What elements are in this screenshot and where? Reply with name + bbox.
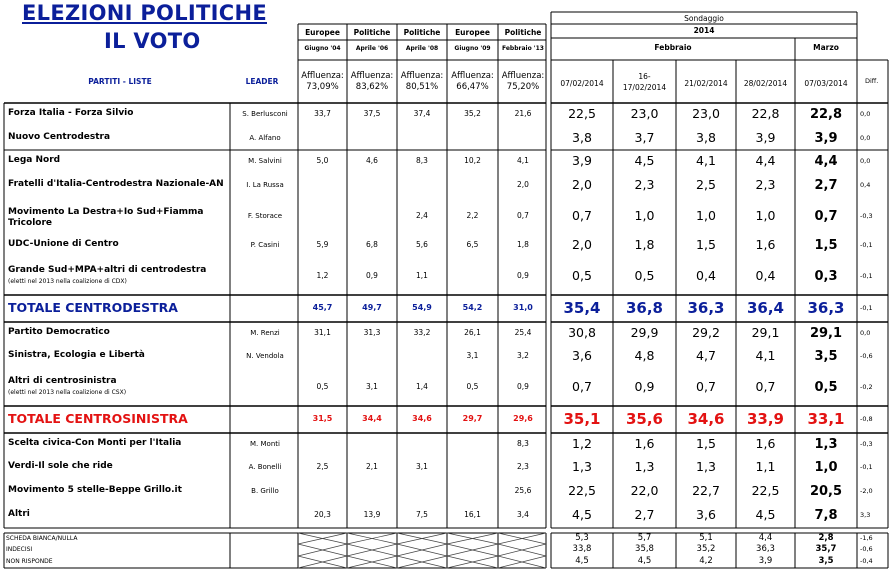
poll-value: 36,3	[807, 298, 845, 317]
poll-value: 0,7	[814, 208, 838, 224]
historic-value: 5,9	[316, 240, 329, 249]
poll-diff: -0,1	[860, 271, 873, 280]
party-name: Partito Democratico	[8, 326, 110, 337]
poll-value: 34,6	[687, 409, 725, 428]
historic-value: 0,9	[517, 381, 529, 391]
election-name: Politiche	[403, 28, 441, 37]
poll-value: 4,8	[634, 348, 655, 363]
poll-value: 3,9	[572, 152, 592, 168]
poll-value: 1,8	[634, 237, 655, 252]
poll-value: 2,7	[814, 178, 838, 193]
bottom-poll-value: 3,9	[758, 556, 773, 566]
poll-value: 36,8	[625, 298, 663, 317]
party-name: Lega Nord	[8, 154, 61, 165]
historic-value: 10,2	[464, 155, 481, 165]
poll-value: 1,5	[696, 237, 716, 252]
poll-value: 29,2	[692, 324, 720, 340]
party-leader: P. Casini	[250, 241, 280, 249]
historic-value: 31,3	[363, 327, 381, 337]
poll-value: 23,0	[630, 106, 659, 121]
poll-date: 28/02/2014	[743, 79, 788, 88]
poll-value: 0,7	[696, 378, 716, 394]
party-leader: M. Salvini	[248, 156, 282, 165]
party-leader: N. Vendola	[246, 352, 284, 360]
bottom-poll-value: 4,5	[637, 556, 652, 566]
poll-diff: -0,1	[860, 303, 873, 312]
party-name: Scelta civica-Con Monti per l'Italia	[8, 437, 182, 448]
historic-value: 2,3	[517, 462, 529, 471]
historic-value: 37,4	[413, 109, 431, 118]
party-name: Sinistra, Ecologia e Libertà	[8, 350, 145, 360]
bottom-poll-value: 5,3	[575, 533, 589, 543]
poll-value: 35,1	[563, 409, 601, 428]
bottom-poll-value: 4,5	[575, 556, 589, 566]
page-subtitle: IL VOTO	[104, 29, 201, 53]
party-leader: F. Storace	[247, 211, 283, 220]
poll-value: 0,5	[572, 267, 592, 283]
poll-date: 07/03/2014	[804, 79, 848, 88]
poll-value: 0,7	[755, 378, 776, 394]
poll-value: 1,3	[634, 459, 655, 474]
poll-value: 3,9	[755, 129, 776, 145]
poll-value: 22,5	[568, 482, 596, 498]
historic-value: 6,5	[466, 240, 479, 249]
election-name: Europee	[455, 28, 490, 37]
poll-value: 2,0	[572, 177, 592, 192]
party-leader: I. La Russa	[246, 181, 284, 189]
historic-value: 5,0	[316, 155, 329, 165]
poll-value: 22,8	[809, 107, 843, 122]
poll-diff: 0,0	[860, 133, 871, 142]
poll-value: 22,5	[568, 106, 596, 121]
poll-date: 21/02/2014	[684, 79, 728, 88]
poll-date: 07/02/2014	[560, 79, 604, 88]
poll-value: 1,5	[814, 238, 838, 253]
poll-value: 30,8	[568, 324, 596, 340]
historic-value: 33,7	[314, 109, 331, 118]
poll-value: 1,0	[696, 207, 716, 223]
poll-value: 0,4	[755, 267, 776, 283]
turnout-label: Affluenza:	[400, 71, 444, 81]
poll-value: 1,5	[696, 435, 716, 451]
bottom-poll-value: 33,8	[572, 544, 592, 554]
poll-value: 29,9	[630, 324, 659, 340]
poll-value: 1,6	[634, 435, 655, 451]
poll-value: 3,9	[814, 130, 838, 146]
party-name: Altri di centrosinistra	[8, 375, 117, 386]
col-header-parties: PARTITI - LISTE	[88, 77, 152, 86]
historic-value: 13,9	[363, 509, 381, 519]
historic-value: 25,4	[514, 327, 532, 337]
election-date: Febbraio '13	[502, 45, 544, 52]
poll-value: 3,6	[696, 506, 716, 522]
poll-value: 33,1	[807, 409, 845, 428]
historic-value: 0,9	[517, 270, 529, 280]
historic-value: 31,0	[513, 302, 533, 312]
turnout-value: 75,20%	[506, 82, 540, 92]
poll-value: 2,3	[755, 177, 776, 192]
poll-value: 0,5	[814, 379, 838, 395]
party-name: Grande Sud+MPA+altri di centrodestra	[8, 264, 207, 275]
historic-value: 3,4	[517, 509, 529, 519]
poll-diff: -0,6	[860, 352, 873, 360]
historic-value: 1,8	[517, 240, 529, 249]
bottom-diff: -0,6	[860, 545, 873, 553]
turnout-value: 83,62%	[355, 82, 389, 92]
col-header-diff: Diff.	[865, 77, 879, 85]
historic-value: 20,3	[314, 509, 331, 519]
historic-value: 31,1	[314, 327, 331, 337]
month-february: Febbraio	[654, 43, 692, 52]
turnout-label: Affluenza:	[451, 71, 494, 81]
turnout-value: 66,47%	[456, 82, 489, 92]
poll-diff: -0,1	[860, 463, 873, 471]
turnout-label: Affluenza:	[350, 71, 394, 81]
election-date: Aprile '08	[405, 45, 439, 52]
party-name: Altri	[8, 508, 30, 519]
party-name: Nuovo Centrodestra	[8, 131, 111, 142]
poll-value: 1,3	[696, 459, 716, 474]
bottom-label: NON RISPONDE	[6, 558, 53, 565]
historic-value: 5,6	[416, 240, 428, 249]
historic-value: 29,6	[513, 413, 533, 423]
election-name: Politiche	[504, 28, 542, 37]
poll-value: 3,8	[572, 129, 592, 145]
poll-value: 4,7	[696, 348, 716, 363]
historic-value: 3,2	[517, 351, 529, 360]
poll-value: 4,5	[755, 506, 776, 522]
election-date: Giugno '04	[304, 45, 341, 52]
historic-value: 34,4	[362, 413, 382, 423]
poll-value: 36,4	[746, 298, 784, 317]
poll-value: 0,9	[634, 378, 655, 394]
poll-value: 22,5	[751, 482, 780, 498]
poll-value: 35,4	[563, 298, 601, 317]
poll-value: 0,4	[696, 267, 716, 283]
party-note: (eletti nel 2013 nella coalizione di CDX)	[8, 277, 127, 285]
poll-diff: -0,8	[860, 414, 873, 423]
party-name: UDC-Unione di Centro	[8, 239, 119, 249]
poll-value: 2,0	[572, 237, 592, 252]
poll-value: 22,8	[751, 106, 780, 121]
poll-diff: 0,4	[860, 181, 871, 189]
month-march: Marzo	[813, 43, 839, 52]
bottom-poll-value: 36,3	[756, 544, 775, 554]
poll-value: 1,0	[755, 207, 776, 223]
poll-value: 20,5	[809, 483, 843, 499]
poll-value: 3,7	[634, 129, 655, 145]
turnout-label: Affluenza:	[501, 71, 545, 81]
poll-value: 3,8	[696, 129, 716, 145]
poll-value: 2,5	[696, 177, 716, 192]
bottom-poll-value: 35,7	[815, 544, 837, 554]
historic-value: 2,0	[517, 180, 529, 189]
poll-value: 29,1	[809, 325, 843, 341]
bottom-poll-value: 5,7	[637, 533, 652, 543]
turnout-value: 80,51%	[405, 82, 439, 92]
poll-value: 4,4	[755, 152, 776, 168]
historic-value: 8,3	[416, 155, 428, 165]
poll-value: 3,6	[572, 348, 592, 363]
poll-diff: 0,0	[860, 328, 871, 337]
poll-value: 1,6	[755, 237, 776, 252]
poll-value: 22,0	[630, 482, 659, 498]
party-name: TOTALE CENTRODESTRA	[8, 299, 178, 315]
poll-date: 16- 17/02/2014	[622, 72, 667, 92]
party-name: Verdi-Il sole che ride	[8, 461, 113, 471]
election-date: Giugno '09	[454, 45, 491, 52]
historic-value: 1,2	[316, 270, 329, 280]
poll-value: 1,3	[814, 436, 838, 452]
historic-value: 45,7	[312, 302, 333, 312]
turnout-value: 73,09%	[306, 82, 339, 92]
historic-value: 33,2	[413, 327, 431, 337]
party-name: Fratelli d'Italia-Centrodestra Nazionale-AN	[8, 179, 224, 189]
historic-value: 2,5	[316, 462, 329, 471]
col-header-leader: LEADER	[245, 77, 279, 86]
poll-year: 2014	[693, 26, 715, 35]
historic-value: 1,4	[416, 381, 428, 391]
historic-value: 3,1	[416, 462, 428, 471]
turnout-label: Affluenza:	[301, 71, 344, 81]
poll-value: 33,9	[746, 409, 784, 428]
historic-value: 49,7	[362, 302, 382, 312]
poll-value: 7,8	[814, 507, 838, 523]
bottom-poll-value: 4,2	[699, 556, 713, 566]
poll-value: 0,7	[572, 378, 592, 394]
historic-value: 21,6	[514, 109, 532, 118]
poll-value: 0,3	[814, 268, 838, 284]
historic-value: 25,6	[514, 485, 532, 495]
party-name: TOTALE CENTROSINISTRA	[8, 410, 188, 426]
bottom-poll-value: 35,8	[635, 544, 654, 554]
poll-diff: 0,0	[860, 110, 871, 118]
historic-value: 7,5	[416, 509, 428, 519]
historic-value: 2,1	[366, 462, 378, 471]
election-date: Aprile '06	[355, 45, 389, 52]
historic-value: 54,2	[462, 302, 483, 312]
poll-value: 4,5	[572, 506, 592, 522]
poll-value: 4,5	[634, 152, 655, 168]
bottom-label: INDECISI	[6, 546, 33, 553]
historic-value: 0,9	[366, 270, 378, 280]
historic-value: 4,6	[366, 155, 378, 165]
page-title: ELEZIONI POLITICHE	[22, 1, 267, 25]
party-note: (eletti nel 2013 nella coalizione di CSX)	[8, 388, 127, 396]
historic-value: 3,1	[366, 381, 378, 391]
historic-value: 2,4	[416, 210, 428, 220]
historic-value: 26,1	[464, 327, 481, 337]
bottom-diff: -0,4	[860, 557, 873, 565]
poll-value: 1,3	[572, 459, 592, 474]
party-leader: M. Monti	[250, 439, 280, 448]
poll-diff: -0,2	[860, 382, 873, 391]
poll-value: 23,0	[692, 106, 720, 121]
historic-value: 4,1	[517, 155, 529, 165]
historic-value: 6,8	[366, 240, 378, 249]
historic-value: 0,5	[316, 381, 329, 391]
historic-value: 8,3	[517, 438, 529, 448]
party-leader: A. Bonelli	[248, 463, 282, 471]
poll-value: 3,5	[814, 349, 838, 364]
bottom-poll-value: 35,2	[696, 544, 716, 554]
poll-value: 36,3	[687, 298, 725, 317]
poll-value: 4,4	[814, 153, 838, 169]
historic-value: 34,6	[412, 413, 432, 423]
poll-diff: -0,3	[860, 211, 873, 220]
historic-value: 0,5	[466, 381, 479, 391]
historic-value: 3,1	[466, 351, 479, 360]
historic-value: 0,7	[517, 210, 529, 220]
historic-value: 37,5	[363, 109, 381, 118]
party-name: Movimento 5 stelle-Beppe Grillo.it	[8, 484, 182, 495]
party-name: Forza Italia - Forza Silvio	[8, 108, 134, 118]
bottom-poll-value: 4,4	[758, 533, 773, 543]
poll-value: 2,3	[634, 177, 655, 192]
bottom-label: SCHEDA BIANCA/NULLA	[6, 535, 78, 542]
election-name: Politiche	[353, 28, 391, 37]
poll-diff: 0,0	[860, 156, 871, 165]
bottom-poll-value: 5,1	[699, 533, 713, 543]
bottom-poll-value: 2,8	[818, 533, 834, 543]
historic-value: 1,1	[416, 270, 428, 280]
poll-header: Sondaggio	[684, 14, 724, 23]
bottom-diff: -1,6	[860, 534, 873, 542]
party-leader: A. Alfano	[249, 133, 281, 142]
poll-value: 1,0	[814, 460, 838, 475]
poll-diff: -0,1	[860, 241, 873, 249]
party-leader: M. Renzi	[250, 328, 280, 337]
poll-value: 4,1	[696, 152, 716, 168]
poll-value: 4,1	[755, 348, 776, 363]
poll-value: 1,6	[755, 435, 776, 451]
poll-value: 2,7	[634, 506, 655, 522]
historic-value: 29,7	[462, 413, 483, 423]
historic-value: 54,9	[412, 302, 432, 312]
historic-value: 35,2	[464, 109, 481, 118]
poll-value: 0,7	[572, 207, 592, 223]
party-name: Movimento La Destra+Io Sud+Fiamma Tricolore	[8, 206, 204, 228]
poll-value: 1,1	[755, 459, 776, 474]
election-name: Europee	[305, 28, 340, 37]
historic-value: 31,5	[312, 413, 333, 423]
poll-diff: 3,3	[860, 510, 871, 519]
historic-value: 16,1	[464, 509, 481, 519]
poll-value: 29,1	[751, 324, 780, 340]
historic-value: 2,2	[466, 210, 479, 220]
bottom-poll-value: 3,5	[818, 556, 834, 566]
poll-diff: -0,3	[860, 439, 873, 448]
poll-value: 1,0	[634, 207, 655, 223]
poll-value: 35,6	[625, 409, 663, 428]
party-leader: B. Grillo	[251, 486, 279, 495]
poll-value: 22,7	[692, 482, 720, 498]
poll-value: 0,5	[634, 267, 655, 283]
party-leader: S. Berlusconi	[242, 110, 288, 118]
poll-diff: -2,0	[860, 486, 873, 495]
poll-value: 1,2	[572, 435, 592, 451]
